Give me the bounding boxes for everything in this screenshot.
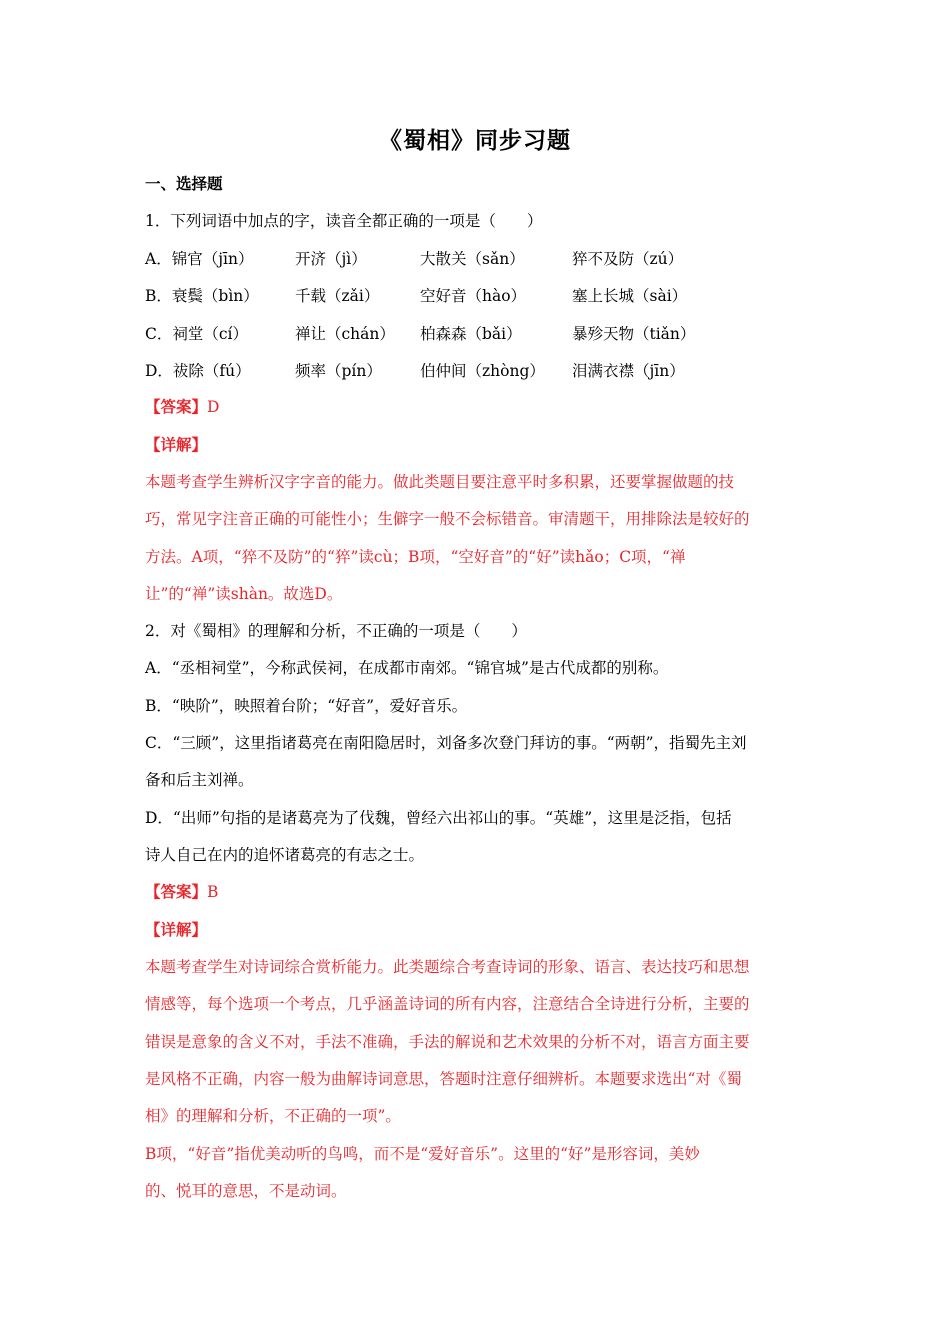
q1-option-c-2: 禅让（chán） [295,325,395,343]
q2-answer [145,881,815,903]
q1-option-d-4: 泪满衣襟（jīn） [572,362,685,380]
section-heading: 一、选择题 [145,174,223,193]
q2-option-b: B．“映阶”，映照着台阶；“好音”，爱好音乐。 [145,697,468,715]
q2-detail-line-1: 本题考查学生对诗词综合赏析能力。此类题综合考查诗词的形象、语言、表达技巧和思想 [145,958,750,976]
q2-option-a: A．“丞相祠堂”，今称武侯祠，在成都市南郊。“锦官城”是古代成都的别称。 [145,659,669,677]
q1-option-a-2: 开济（jì） [295,250,367,268]
q1-detail-line-1: 本题考查学生辨析汉字字音的能力。做此类题目要注意平时多积累，还要掌握做题的技 [145,473,735,491]
q1-answer-value: D [207,398,220,416]
q1-option-b-4: 塞上长城（sài） [572,287,688,305]
q1-option-b-1: B．衰鬓（bìn） [145,287,259,305]
q1-detail-line-2: 巧，常见字注音正确的可能性小；生僻字一般不会标错音。审清题干，用排除法是较好的 [145,510,750,528]
q2-detail-line-7: 的、悦耳的意思，不是动词。 [145,1182,347,1200]
page-title: 《蜀相》同步习题 [379,127,571,154]
q2-option-d-line-1: D．“出师”句指的是诸葛亮为了伐魏，曾经六出祁山的事。“英雄”，这里是泛指，包括 [145,809,732,827]
q2-option-d-line-2: 诗人自己在内的追怀诸葛亮的有志之士。 [145,846,425,864]
q1-answer-label: 【答案】 [145,397,208,416]
q1-option-d-2: 频率（pín） [295,362,382,380]
q2-option-c-line-1: C．“三顾”，这里指诸葛亮在南阳隐居时，刘备多次登门拜访的事。“两朝”，指蜀先主刘 [145,734,747,752]
q2-option-c-line-2: 备和后主刘禅。 [145,771,254,789]
q2-detail-line-6: B项，“好音”指优美动听的鸟鸣，而不是“爱好音乐”。这里的“好”是形容词，美妙 [145,1145,700,1163]
q2-detail-line-2: 情感等，每个选项一个考点，几乎涵盖诗词的所有内容，注意结合全诗进行分析，主要的 [145,995,750,1013]
q2-detail-line-3: 错误是意象的含义不对，手法不准确，手法的解说和艺术效果的分析不对，语言方面主要 [145,1033,750,1051]
q1-option-row-b [145,284,815,306]
q2-detail-line-5: 相》的理解和分析，不正确的一项”。 [145,1107,401,1125]
q1-option-row-a [145,247,815,269]
q1-detail-line-3: 方法。A项，“猝不及防”的“猝”读cù；B项，“空好音”的“好”读hǎo；C项，“禅 [145,548,686,566]
q1-option-a-1: A．锦官（jīn） [145,250,254,268]
q1-option-row-c [145,322,815,344]
q2-answer-value: B [207,883,219,901]
q1-option-b-2: 千载（zǎi） [295,287,380,305]
q1-detail-label: 【详解】 [145,435,208,454]
q1-option-c-1: C．祠堂（cí） [145,325,248,343]
q2-detail-line-4: 是风格不正确，内容一般为曲解诗词意思，答题时注意仔细辨析。本题要求选出“对《蜀 [145,1070,742,1088]
question-1-stem: 1．下列词语中加点的字，读音全都正确的一项是（ ） [145,212,543,230]
q1-option-c-3: 柏森森（bǎi） [420,325,522,343]
q2-answer-label: 【答案】 [145,882,208,901]
q1-option-d-3: 伯仲间（zhòng） [420,362,545,380]
q1-option-a-4: 猝不及防（zú） [572,250,684,268]
q1-option-d-1: D．祓除（fú） [145,362,251,380]
question-2-stem: 2．对《蜀相》的理解和分析，不正确的一项是（ ） [145,622,527,640]
q2-detail-label: 【详解】 [145,920,208,939]
q1-option-row-d [145,359,815,381]
q1-detail-line-4: 让”的“禅”读shàn。故选D。 [145,585,343,603]
q1-answer [145,396,815,418]
q1-option-c-4: 暴殄天物（tiǎn） [572,325,696,343]
q1-option-b-3: 空好音（hào） [420,287,527,305]
q1-option-a-3: 大散关（sǎn） [420,250,525,268]
